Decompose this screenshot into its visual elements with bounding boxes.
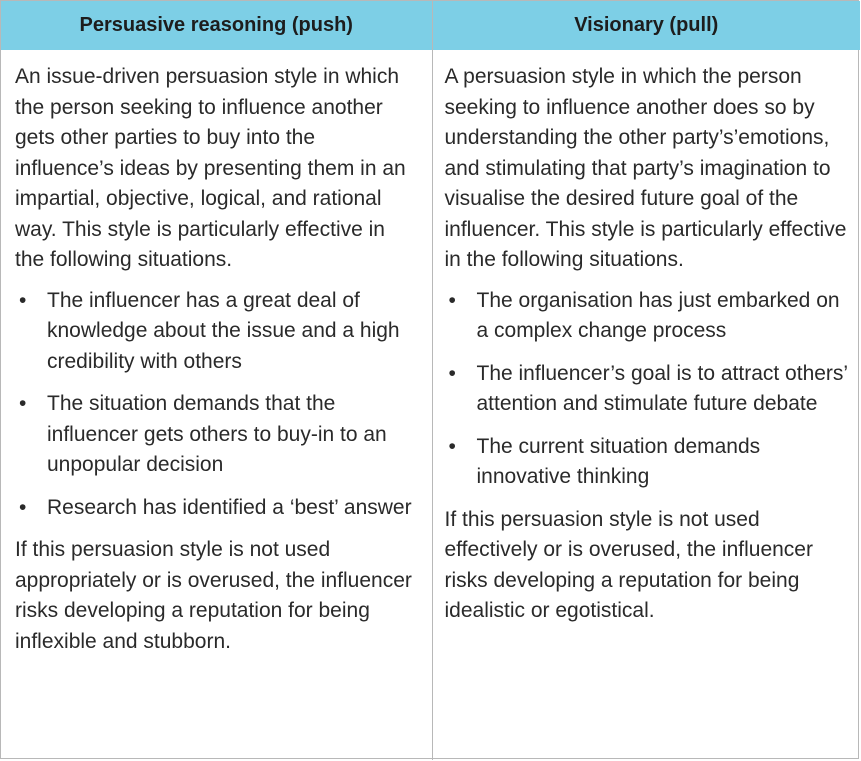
bullet-icon: • (448, 361, 456, 385)
header-push: Persuasive reasoning (push) (1, 1, 432, 50)
bullet-icon: • (448, 434, 456, 458)
pull-intro: A persuasion style in which the person seeking to influence another does so by understanding the other party’s’emotions, and stimulating that party’s imagination to visualise the desired future goal of the influencer. This style is particularly effective in the following situations. (444, 65, 847, 271)
bullet-icon: • (19, 288, 27, 312)
list-item (445, 286, 849, 347)
bullet-text: Research has identified a ‘best’ answer (47, 495, 412, 519)
push-cell (1, 50, 432, 760)
bullet-text: The current situation demands innovative thinking (476, 434, 761, 488)
bullet-icon: • (448, 288, 456, 312)
list-item (445, 432, 849, 493)
bullet-text: The influencer has a great deal of knowledge about the issue and a high credibility with others (47, 288, 400, 373)
bullet-icon: • (19, 392, 27, 415)
bullet-text: The situation demands that the influencer gets others to buy-in to an unpopular decision (47, 392, 387, 476)
pull-bullet-list (445, 286, 849, 493)
bullet-icon: • (19, 495, 27, 519)
comparison-table (1, 1, 860, 760)
push-intro: An issue-driven persuasion style in which the person seeking to influence another gets other parties to buy into the influence’s ideas by presenting them in an impartial, objective, logical, and rational way. This style is particularly effective in the following situations. (15, 65, 406, 271)
header-pull: Visionary (pull) (432, 1, 860, 50)
bullet-text: The influencer’s goal is to attract others’ attention and stimulate future debate (476, 361, 848, 415)
header-row (1, 1, 860, 50)
pull-outro: If this persuasion style is not used effectively or is overused, the influencer risks developing a reputation for being idealistic or egotistical. (444, 507, 813, 622)
list-item (15, 286, 420, 378)
list-item (15, 389, 420, 481)
body-row (1, 50, 860, 760)
pull-cell (432, 50, 860, 760)
push-outro: If this persuasion style is not used appropriately or is overused, the influencer risks developing a reputation for being inflexible and stubborn. (15, 538, 412, 653)
bullet-text: The organisation has just embarked on a complex change process (476, 288, 840, 342)
push-bullet-list (15, 286, 420, 524)
list-item (15, 493, 420, 524)
list-item (445, 359, 849, 420)
